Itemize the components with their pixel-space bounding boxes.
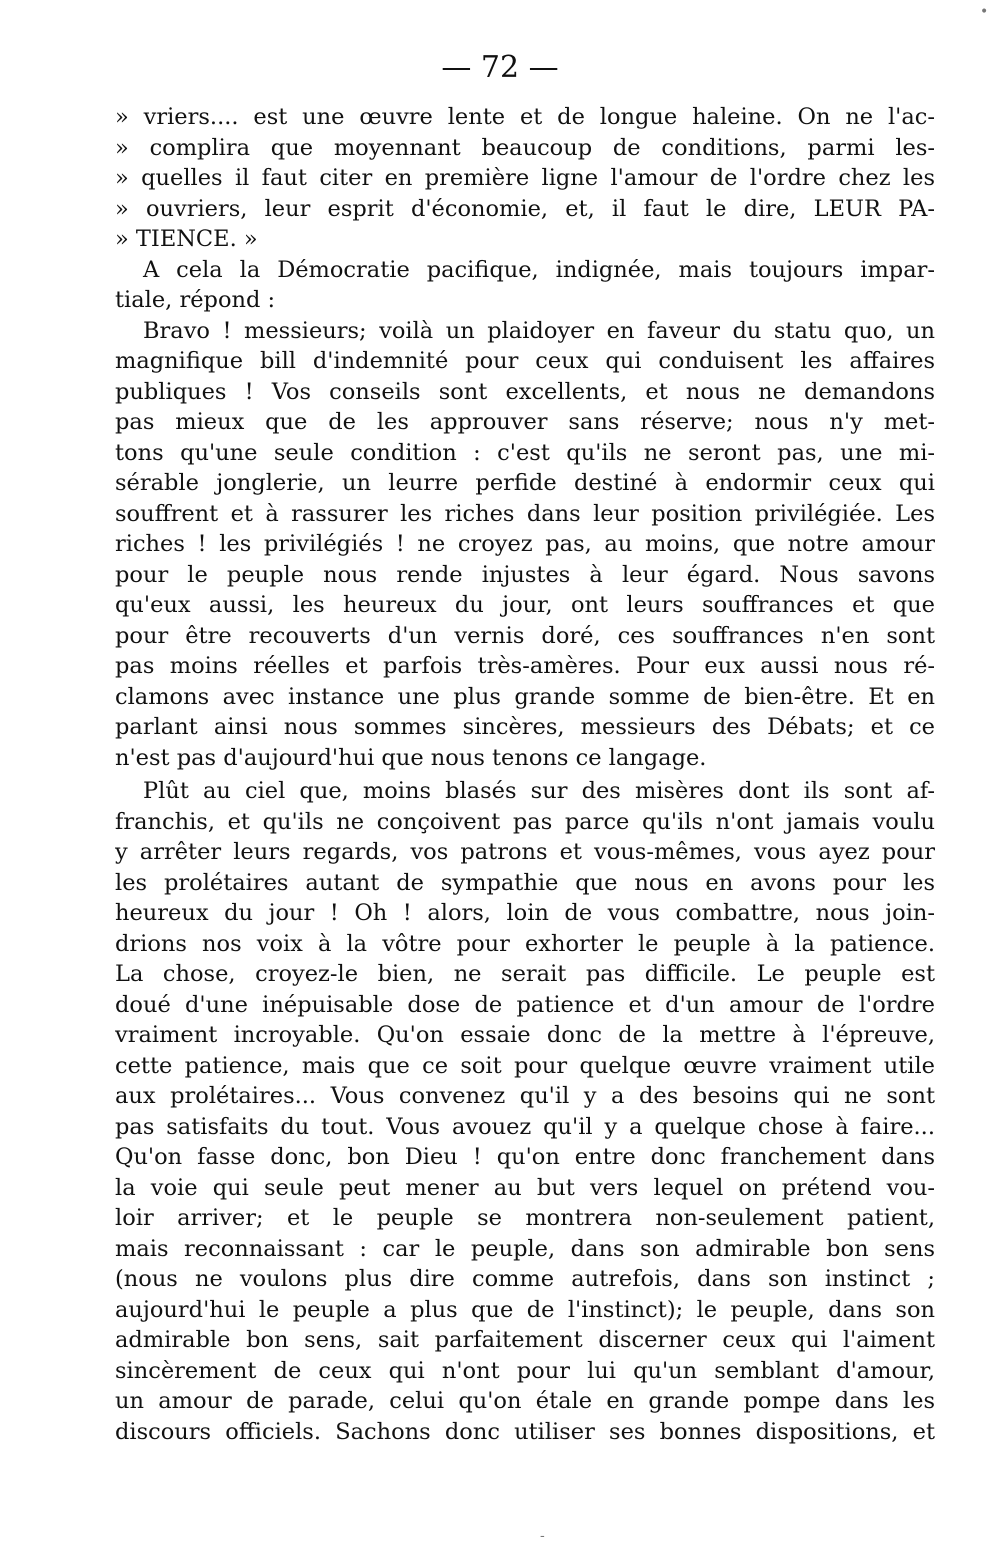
text-line: A cela la Démocratie pacifique, indignée, mais toujours impar-: [143, 256, 935, 283]
footer-mark: -: [540, 1528, 545, 1544]
text-line: aujourd'hui le peuple a plus que de l'instinct); le peuple, dans son: [115, 1296, 935, 1323]
text-line: publiques ! Vos conseils sont excellents, et nous ne demandons: [115, 378, 935, 405]
text-line: pour être recouverts d'un vernis doré, ces souffrances n'en sont: [115, 622, 935, 649]
text-line: la voie qui seule peut mener au but vers lequel on prétend vou-: [115, 1174, 935, 1201]
text-line: sincèrement de ceux qui n'ont pour lui qu'un semblant d'amour,: [115, 1357, 935, 1384]
text-line: doué d'une inépuisable dose de patience et d'un amour de l'ordre: [115, 991, 935, 1018]
text-line: mais reconnaissant : car le peuple, dans son admirable bon sens: [115, 1235, 935, 1262]
text-line: » complira que moyennant beaucoup de conditions, parmi les-: [115, 134, 935, 161]
text-line: les prolétaires autant de sympathie que nous en avons pour les: [115, 869, 935, 896]
text-line: heureux du jour ! Oh ! alors, loin de vous combattre, nous join-: [115, 900, 935, 926]
text-line: Qu'on fasse donc, bon Dieu ! qu'on entre donc franchement dans: [115, 1144, 935, 1170]
text-line: pas mieux que de les approuver sans réserve; nous n'y met-: [115, 409, 935, 435]
text-line: franchis, et qu'ils ne conçoivent pas parce qu'ils n'ont jamais voulu: [115, 808, 935, 835]
text-line: sérable jonglerie, un leurre perfide destiné à endormir ceux qui: [115, 470, 935, 496]
text-line: tons qu'une seule condition : c'est qu'ils ne seront pas, une mi-: [115, 439, 935, 466]
text-line: magnifique bill d'indemnité pour ceux qui conduisent les affaires: [115, 348, 935, 374]
text-line: La chose, croyez-le bien, ne serait pas difficile. Le peuple est: [115, 961, 935, 987]
text-line: discours officiels. Sachons donc utiliser ses bonnes dispositions, et: [115, 1418, 935, 1445]
text-line: y arrêter leurs regards, vos patrons et vous-mêmes, vous ayez pour: [115, 839, 935, 865]
text-line: aux prolétaires... Vous convenez qu'il y a des besoins qui ne sont: [115, 1083, 935, 1109]
text-line: souffrent et à rassurer les riches dans leur position privilégiée. Les: [115, 500, 935, 527]
text-line: » TIENCE. »: [115, 226, 258, 252]
text-line: admirable bon sens, sait parfaitement discerner ceux qui l'aiment: [115, 1327, 935, 1353]
text-line: vraiment incroyable. Qu'on essaie donc de la mettre à l'épreuve,: [115, 1022, 935, 1048]
text-line: qu'eux aussi, les heureux du jour, ont leurs souffrances et que: [115, 592, 935, 618]
text-line: pas satisfaits du tout. Vous avouez qu'il y a quelque chose à faire...: [115, 1113, 935, 1140]
text-line: » quelles il faut citer en première ligne l'amour de l'ordre chez les: [115, 165, 935, 191]
page-number: — 72 —: [441, 50, 559, 85]
text-line: pour le peuple nous rende injustes à leur égard. Nous savons: [115, 561, 935, 588]
text-line: » vriers.... est une œuvre lente et de longue haleine. On ne l'ac-: [115, 104, 935, 130]
page-body-text: [115, 102, 935, 1447]
text-line: un amour de parade, celui qu'on étale en grande pompe dans les: [115, 1388, 935, 1414]
text-line: cette patience, mais que ce soit pour quelque œuvre vraiment utile: [115, 1052, 935, 1079]
text-line: drions nos voix à la vôtre pour exhorter le peuple à la patience.: [115, 930, 935, 957]
text-line: riches ! les privilégiés ! ne croyez pas, au moins, que notre amour: [115, 531, 935, 557]
text-line: pas moins réelles et parfois très-amères. Pour eux aussi nous ré-: [115, 653, 935, 679]
text-line: (nous ne voulons plus dire comme autrefois, dans son instinct ;: [115, 1266, 935, 1292]
text-line: loir arriver; et le peuple se montrera non-seulement patient,: [115, 1205, 935, 1231]
text-line: Plût au ciel que, moins blasés sur des misères dont ils sont af-: [143, 778, 935, 804]
text-line: tiale, répond :: [115, 287, 276, 313]
text-line: parlant ainsi nous sommes sincères, messieurs des Débats; et ce: [115, 714, 935, 740]
text-line: Bravo ! messieurs; voilà un plaidoyer en faveur du statu quo, un: [143, 317, 935, 344]
text-line: » ouvriers, leur esprit d'économie, et, il faut le dire, LEUR PA-: [115, 195, 935, 222]
text-line: n'est pas d'aujourd'hui que nous tenons ce langage.: [115, 744, 707, 771]
text-line: clamons avec instance une plus grande somme de bien-être. Et en: [115, 683, 935, 710]
corner-mark: •: [980, 4, 989, 20]
